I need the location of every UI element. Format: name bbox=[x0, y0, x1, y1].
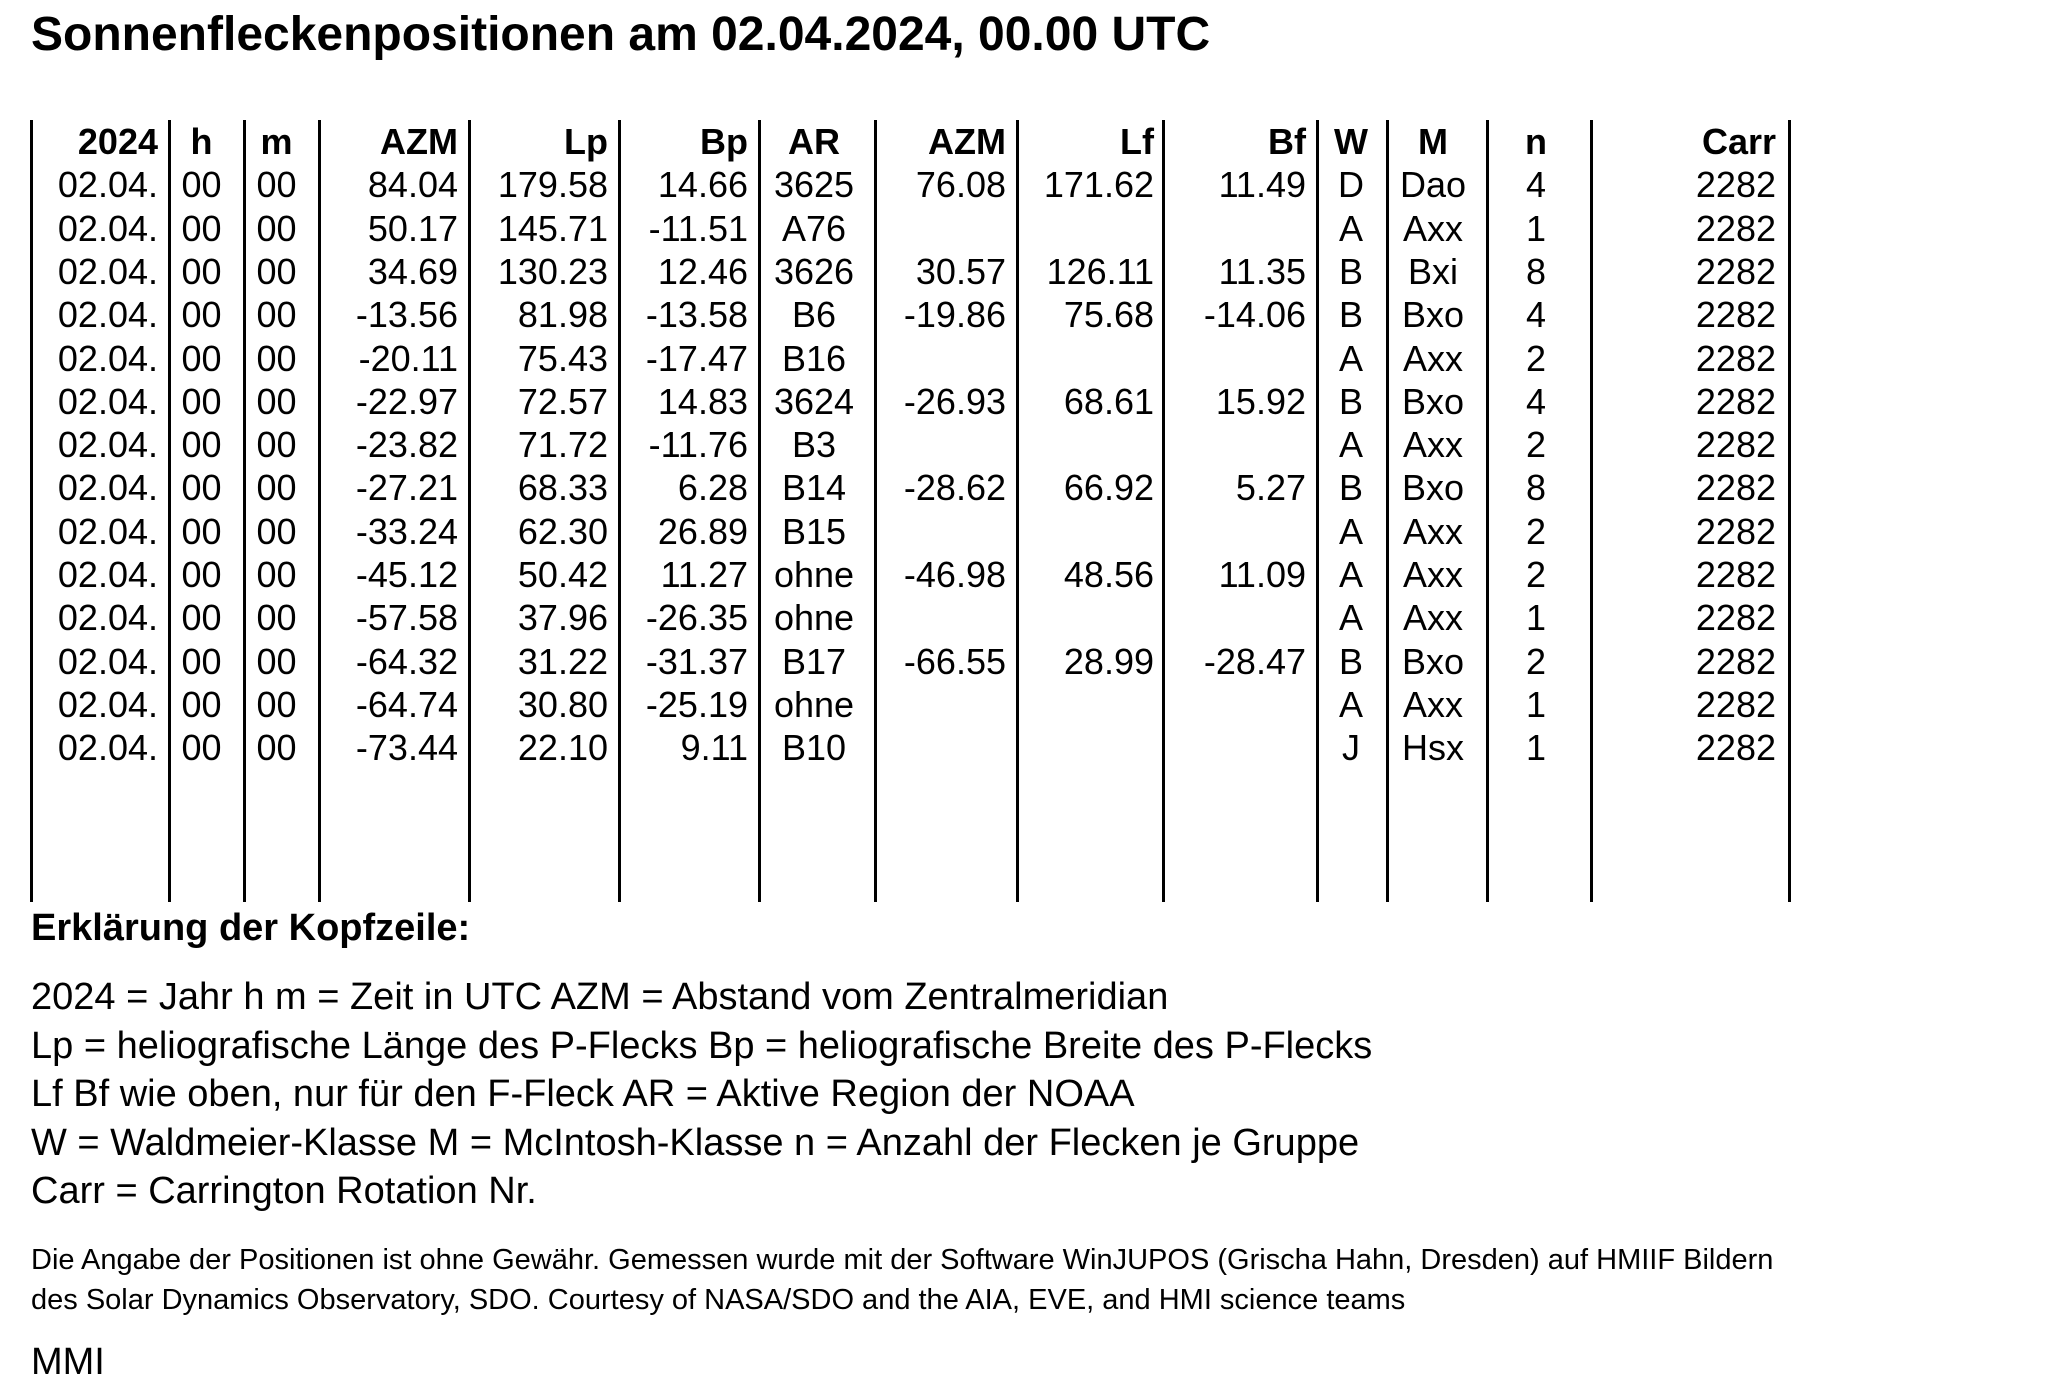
table-cell bbox=[876, 423, 1006, 467]
table-cell: 2282 bbox=[1695, 380, 1776, 422]
legend-line: 2024 = Jahr h m = Zeit in UTC AZM = Abstand vom Zentralmeridian bbox=[31, 976, 1169, 1018]
column-header: AZM bbox=[928, 121, 1006, 162]
column-header: n bbox=[1525, 121, 1547, 162]
table-cell: 2282 bbox=[1695, 554, 1776, 595]
legend-line: W = Waldmeier-Klasse M = McIntosh-Klasse n = Anzahl der Flecken je Gruppe bbox=[31, 1121, 1360, 1164]
table-cell: 00 bbox=[256, 727, 297, 769]
table-cell: -57.58 bbox=[355, 597, 458, 639]
table-cell: ohne bbox=[773, 683, 855, 725]
table-cell: 2282 bbox=[1695, 164, 1776, 206]
table-cell: -20.11 bbox=[358, 337, 458, 379]
table-cell: -66.55 bbox=[903, 640, 1006, 682]
table-cell: 12.46 bbox=[657, 250, 748, 292]
table-cell bbox=[1018, 510, 1154, 554]
table-cell: 30.80 bbox=[517, 683, 608, 725]
table-cell: 1 bbox=[1525, 683, 1547, 725]
table-cell: 11.27 bbox=[660, 554, 748, 595]
table-cell: Axx bbox=[1402, 554, 1463, 595]
table-cell: 126.11 bbox=[1046, 250, 1154, 292]
table-cell: -28.62 bbox=[903, 467, 1006, 509]
table-cell: 81.98 bbox=[517, 294, 608, 336]
table-cell: 4 bbox=[1525, 294, 1547, 336]
legend bbox=[31, 973, 1372, 1216]
table-cell: 00 bbox=[256, 207, 297, 249]
table-cell bbox=[1164, 726, 1306, 770]
table-cell bbox=[876, 207, 1006, 251]
table-cell: 8 bbox=[1525, 467, 1547, 509]
table-cell: B bbox=[1338, 250, 1363, 292]
table-cell bbox=[1164, 207, 1306, 251]
table-cell: Axx bbox=[1402, 424, 1463, 466]
table-cell: 3626 bbox=[773, 250, 855, 292]
legend-line: Carr = Carrington Rotation Nr. bbox=[31, 1170, 537, 1212]
table-cell: A bbox=[1338, 510, 1363, 552]
table-cell bbox=[1018, 596, 1154, 640]
table-cell: D bbox=[1338, 164, 1364, 206]
table-row bbox=[30, 683, 1790, 727]
table-cell: -27.21 bbox=[355, 467, 458, 509]
table-cell: 00 bbox=[181, 510, 222, 552]
table-cell bbox=[1018, 207, 1154, 251]
table-cell: 02.04. bbox=[57, 424, 158, 466]
table-cell: A bbox=[1338, 424, 1363, 466]
table-cell: 2282 bbox=[1695, 337, 1776, 379]
table-cell: 00 bbox=[256, 597, 297, 639]
table-cell: 02.04. bbox=[57, 250, 158, 292]
table-cell: 00 bbox=[181, 207, 222, 249]
table-cell: 2282 bbox=[1695, 424, 1776, 466]
table-cell: 00 bbox=[256, 554, 297, 595]
table-cell: 00 bbox=[181, 640, 222, 682]
table-cell: J bbox=[1342, 727, 1360, 769]
table-cell: 50.17 bbox=[367, 207, 458, 249]
table-cell: -64.32 bbox=[355, 640, 458, 682]
table-cell: 00 bbox=[181, 294, 222, 336]
table-cell: 6.28 bbox=[677, 467, 748, 509]
sunspot-table bbox=[30, 120, 1790, 902]
table-cell: 00 bbox=[181, 554, 222, 595]
table-cell: B16 bbox=[781, 337, 847, 379]
table-cell bbox=[1164, 683, 1306, 727]
table-cell: 48.56 bbox=[1063, 554, 1154, 595]
table-cell: 02.04. bbox=[57, 510, 158, 552]
table-cell bbox=[876, 726, 1006, 770]
table-row bbox=[30, 726, 1790, 770]
table-cell: B bbox=[1338, 380, 1363, 422]
table-cell: Bxo bbox=[1401, 294, 1465, 336]
table-cell: B bbox=[1338, 294, 1363, 336]
table-cell: A bbox=[1338, 337, 1363, 379]
table-cell: 2282 bbox=[1695, 207, 1776, 249]
table-cell: Bxo bbox=[1401, 380, 1465, 422]
table-row bbox=[30, 337, 1790, 381]
table-cell bbox=[1018, 726, 1154, 770]
table-cell: 00 bbox=[181, 164, 222, 206]
column-header: M bbox=[1418, 121, 1448, 162]
table-cell: 2 bbox=[1525, 424, 1547, 466]
legend-title: Erklärung der Kopfzeile: bbox=[31, 907, 471, 949]
column-header: h bbox=[190, 121, 213, 162]
table-cell: B6 bbox=[791, 294, 837, 336]
table-cell: 00 bbox=[181, 337, 222, 379]
table-cell: Hsx bbox=[1402, 727, 1464, 769]
table-cell: -45.12 bbox=[355, 554, 458, 595]
disclaimer-line: des Solar Dynamics Observatory, SDO. Courtesy of NASA/SDO and the AIA, EVE, and HMI science teams bbox=[31, 1284, 1406, 1316]
table-cell: -17.47 bbox=[645, 337, 748, 379]
table-cell: B bbox=[1338, 640, 1363, 682]
table-cell: 171.62 bbox=[1043, 164, 1154, 206]
table-cell: 00 bbox=[181, 727, 222, 769]
table-cell: 1 bbox=[1525, 207, 1547, 249]
table-cell: 71.72 bbox=[517, 424, 608, 466]
disclaimer bbox=[31, 1240, 1773, 1320]
disclaimer-line: Die Angabe der Positionen ist ohne Gewähr. Gemessen wurde mit der Software WinJUPOS (Grischa Hahn, Dresden) auf HMIIF Bildern bbox=[31, 1244, 1774, 1276]
table-cell: 02.04. bbox=[57, 164, 158, 206]
table-cell: 00 bbox=[256, 337, 297, 379]
table-cell: 130.23 bbox=[497, 250, 608, 292]
table-cell: 00 bbox=[181, 250, 222, 292]
column-header: AR bbox=[788, 121, 840, 162]
table-cell: 2 bbox=[1525, 337, 1547, 379]
table-cell: A76 bbox=[781, 207, 847, 249]
table-cell: B3 bbox=[791, 424, 837, 466]
table-cell: 2282 bbox=[1695, 683, 1776, 725]
table-cell: 75.68 bbox=[1063, 294, 1154, 336]
table-cell: 26.89 bbox=[657, 510, 748, 552]
table-cell: 00 bbox=[181, 380, 222, 422]
table-cell: 50.42 bbox=[517, 554, 608, 595]
table-row bbox=[30, 640, 1790, 684]
table-cell: 9.11 bbox=[680, 727, 748, 769]
table-cell: -11.76 bbox=[648, 424, 748, 466]
table-cell: 28.99 bbox=[1063, 640, 1154, 682]
table-cell: 2 bbox=[1525, 640, 1547, 682]
table-cell: 75.43 bbox=[517, 337, 608, 379]
column-header: Lf bbox=[1120, 121, 1154, 162]
table-cell bbox=[876, 337, 1006, 381]
table-cell: 00 bbox=[181, 597, 222, 639]
table-cell: 72.57 bbox=[517, 380, 608, 422]
table-cell: -22.97 bbox=[355, 380, 458, 422]
table-header-row bbox=[30, 120, 1790, 164]
column-header: m bbox=[260, 121, 293, 162]
table-cell: 02.04. bbox=[57, 337, 158, 379]
column-header: Lp bbox=[564, 121, 608, 162]
table-cell bbox=[1018, 683, 1154, 727]
table-cell: 2282 bbox=[1695, 294, 1776, 336]
table-cell: 14.83 bbox=[657, 380, 748, 422]
table-row bbox=[30, 553, 1790, 597]
table-cell: -73.44 bbox=[355, 727, 458, 769]
table-cell: -25.19 bbox=[645, 683, 748, 725]
table-cell: 00 bbox=[181, 424, 222, 466]
table-cell: 5.27 bbox=[1235, 467, 1306, 509]
table-row bbox=[30, 423, 1790, 467]
table-cell: Bxi bbox=[1407, 250, 1458, 292]
table-cell: -46.98 bbox=[903, 554, 1006, 595]
table-cell: -31.37 bbox=[645, 640, 748, 682]
table-cell bbox=[1018, 423, 1154, 467]
table-cell: -26.35 bbox=[645, 597, 748, 639]
table-cell bbox=[1164, 510, 1306, 554]
table-cell: 8 bbox=[1525, 250, 1547, 292]
table-cell: B17 bbox=[781, 640, 847, 682]
column-header: Carr bbox=[1701, 121, 1776, 162]
table-cell: 00 bbox=[256, 467, 297, 509]
table-cell bbox=[1164, 337, 1306, 381]
table-cell: -19.86 bbox=[903, 294, 1006, 336]
table-row bbox=[30, 293, 1790, 337]
table-cell: 00 bbox=[256, 294, 297, 336]
table-cell: 00 bbox=[256, 640, 297, 682]
table-cell: 02.04. bbox=[57, 467, 158, 509]
table-cell: 4 bbox=[1525, 380, 1547, 422]
table-cell: 02.04. bbox=[57, 597, 158, 639]
table-cell: 76.08 bbox=[915, 164, 1006, 206]
table-cell: A bbox=[1338, 207, 1363, 249]
table-cell: 02.04. bbox=[57, 294, 158, 336]
legend-line: Lp = heliografische Länge des P-Flecks Bp = heliografische Breite des P-Flecks bbox=[31, 1024, 1373, 1067]
table-cell bbox=[876, 510, 1006, 554]
table-cell: -13.56 bbox=[355, 294, 458, 336]
table-cell: 00 bbox=[181, 467, 222, 509]
table-cell: 66.92 bbox=[1063, 467, 1154, 509]
table-cell: 00 bbox=[256, 683, 297, 725]
table-cell: A bbox=[1338, 683, 1363, 725]
table-cell: 00 bbox=[256, 424, 297, 466]
table-cell: 2282 bbox=[1695, 597, 1776, 639]
table-cell bbox=[876, 596, 1006, 640]
table-cell bbox=[1164, 596, 1306, 640]
table-cell: 02.04. bbox=[57, 727, 158, 769]
table-cell: 2282 bbox=[1695, 250, 1776, 292]
column-header: AZM bbox=[380, 121, 458, 162]
table-cell: -64.74 bbox=[355, 683, 458, 725]
table-cell: 00 bbox=[256, 250, 297, 292]
table-cell: Bxo bbox=[1401, 640, 1465, 682]
table-cell: 1 bbox=[1525, 727, 1547, 769]
column-header: W bbox=[1334, 121, 1368, 162]
table-row bbox=[30, 380, 1790, 424]
table-cell: 145.71 bbox=[497, 207, 608, 249]
table-cell: 00 bbox=[256, 380, 297, 422]
table-cell: Bxo bbox=[1401, 467, 1465, 509]
table-cell: 62.30 bbox=[517, 510, 608, 552]
table-cell: 2282 bbox=[1695, 510, 1776, 552]
page-title: Sonnenfleckenpositionen am 02.04.2024, 00.00 UTC bbox=[31, 8, 1211, 61]
table-cell: 68.33 bbox=[517, 467, 608, 509]
table-cell: B bbox=[1338, 467, 1363, 509]
table-cell: 34.69 bbox=[367, 250, 458, 292]
table-row bbox=[30, 163, 1790, 207]
table-cell: 3625 bbox=[773, 164, 855, 206]
table-cell: 02.04. bbox=[57, 380, 158, 422]
table-cell: 14.66 bbox=[657, 164, 748, 206]
table-cell: 2282 bbox=[1695, 727, 1776, 769]
table-cell bbox=[876, 683, 1006, 727]
table-cell: -28.47 bbox=[1203, 640, 1306, 682]
table-cell bbox=[1018, 337, 1154, 381]
table-cell: 179.58 bbox=[497, 164, 608, 206]
table-cell: Axx bbox=[1402, 683, 1463, 725]
table-cell: 11.09 bbox=[1218, 554, 1306, 595]
table-cell: -26.93 bbox=[903, 380, 1006, 422]
column-header: Bf bbox=[1268, 121, 1306, 162]
table-cell: 02.04. bbox=[57, 207, 158, 249]
table-cell: 00 bbox=[256, 510, 297, 552]
table-cell: 31.22 bbox=[517, 640, 608, 682]
table-cell: 2282 bbox=[1695, 467, 1776, 509]
table-cell: -11.51 bbox=[648, 207, 748, 249]
table-cell: 84.04 bbox=[367, 164, 458, 206]
table-row bbox=[30, 596, 1790, 640]
table-cell: 2 bbox=[1525, 554, 1547, 595]
table-row bbox=[30, 250, 1790, 294]
table-cell: 02.04. bbox=[57, 554, 158, 595]
table-row bbox=[30, 466, 1790, 510]
legend-line: Lf Bf wie oben, nur für den F-Fleck AR = Aktive Region der NOAA bbox=[31, 1073, 1135, 1115]
table-cell: 30.57 bbox=[915, 250, 1006, 292]
table-cell: 22.10 bbox=[517, 727, 608, 769]
table-cell: Dao bbox=[1399, 164, 1467, 206]
column-header: 2024 bbox=[77, 121, 158, 162]
table-cell: 11.49 bbox=[1218, 164, 1306, 206]
table-cell: A bbox=[1338, 597, 1363, 639]
table-cell: 00 bbox=[256, 164, 297, 206]
table-cell: Axx bbox=[1402, 337, 1463, 379]
table-row bbox=[30, 207, 1790, 251]
table-cell: 02.04. bbox=[57, 640, 158, 682]
table-row bbox=[30, 510, 1790, 554]
table-cell: 2 bbox=[1525, 510, 1547, 552]
table-cell: 11.35 bbox=[1218, 250, 1306, 292]
table-cell: 2282 bbox=[1695, 640, 1776, 682]
table-cell: Axx bbox=[1402, 597, 1463, 639]
table-cell: ohne bbox=[773, 554, 855, 595]
column-header: Bp bbox=[700, 121, 748, 162]
author-initials: MMI bbox=[31, 1341, 105, 1383]
table-cell: ohne bbox=[773, 597, 855, 639]
table-cell: 15.92 bbox=[1215, 380, 1306, 422]
table-cell bbox=[1164, 423, 1306, 467]
table-cell: 1 bbox=[1525, 597, 1547, 639]
table-cell: -33.24 bbox=[355, 510, 458, 552]
table-cell: B15 bbox=[781, 510, 847, 552]
table-cell: B10 bbox=[781, 727, 847, 769]
table-cell: 3624 bbox=[773, 380, 855, 422]
table-cell: A bbox=[1338, 554, 1363, 595]
table-cell: -13.58 bbox=[645, 294, 748, 336]
table-cell: Axx bbox=[1402, 207, 1463, 249]
table-cell: -14.06 bbox=[1203, 294, 1306, 336]
table-cell: 37.96 bbox=[517, 597, 608, 639]
table-cell: 4 bbox=[1525, 164, 1547, 206]
table-cell: 00 bbox=[181, 683, 222, 725]
table-cell: 02.04. bbox=[57, 683, 158, 725]
table-cell: B14 bbox=[781, 467, 847, 509]
table-cell: -23.82 bbox=[355, 424, 458, 466]
table-cell: Axx bbox=[1402, 510, 1463, 552]
table-cell: 68.61 bbox=[1063, 380, 1154, 422]
